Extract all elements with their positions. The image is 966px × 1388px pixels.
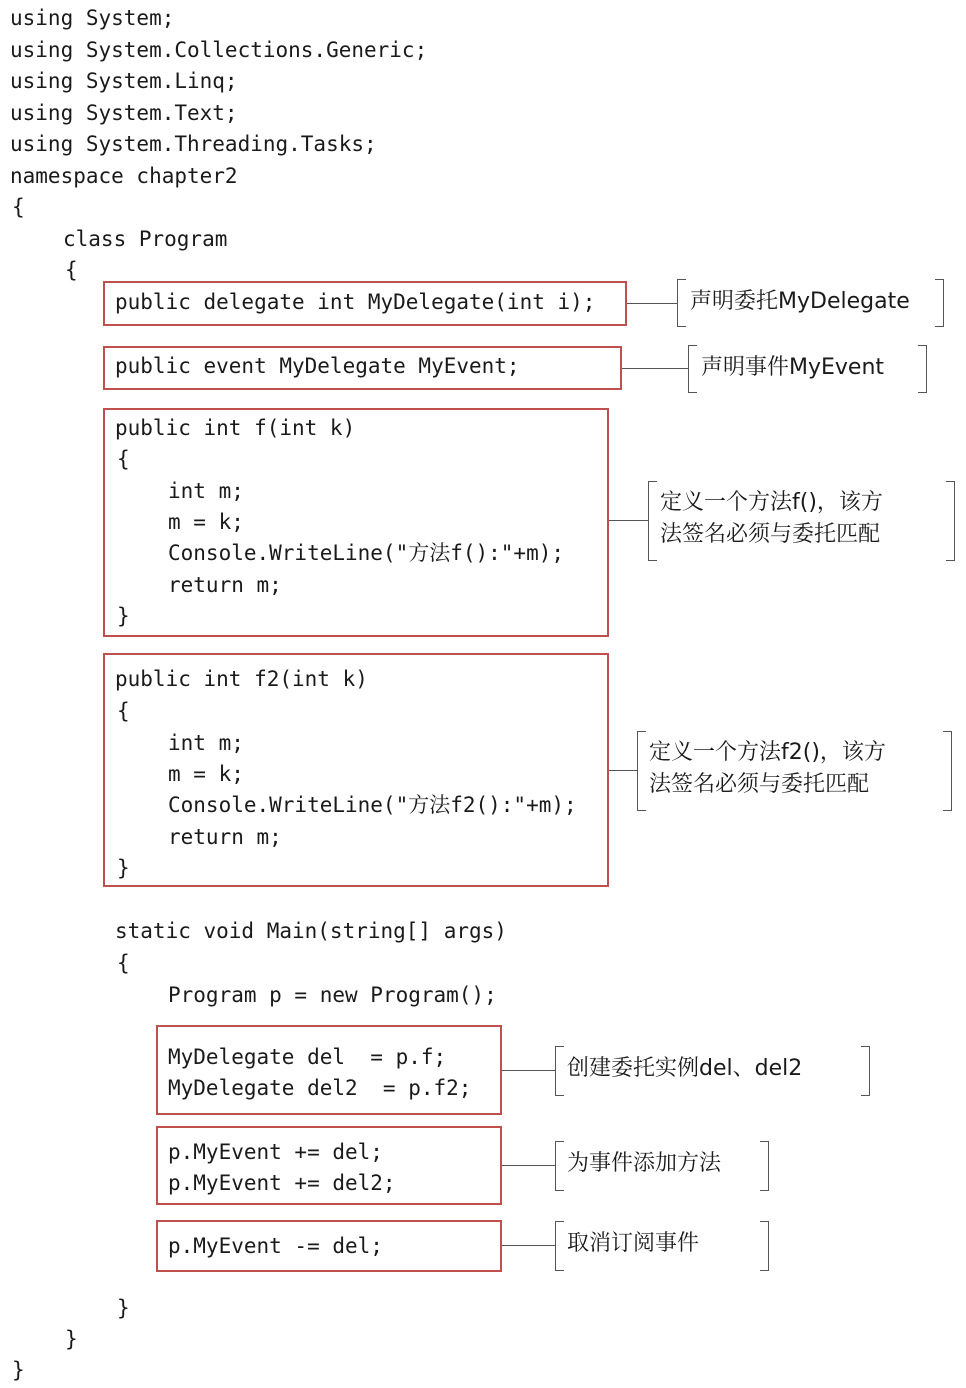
note-bracket-left <box>555 1221 564 1271</box>
code-line-f2-return: return m; <box>168 825 282 849</box>
note-text-line-2: 法签名必须与委托匹配 <box>660 522 881 547</box>
note-bracket-left <box>677 279 686 327</box>
note-text-line-1: 定义一个方法f2()，该方 <box>649 740 886 765</box>
connector-line <box>622 368 688 369</box>
note-text: 取消订阅事件 <box>567 1231 700 1256</box>
code-line-using-text: using System.Text; <box>10 101 238 125</box>
code-brace-f-open: { <box>117 447 130 471</box>
code-line-event: public event MyDelegate MyEvent; <box>115 354 520 378</box>
code-brace-f2-close: } <box>117 856 130 880</box>
note-add-methods-to-event <box>567 1148 721 1180</box>
code-brace-f2-open: { <box>117 699 130 723</box>
note-bracket-left <box>688 345 697 393</box>
connector-line <box>627 303 677 304</box>
code-brace-main-close: } <box>117 1296 130 1320</box>
code-brace-namespace-open: { <box>12 195 25 219</box>
code-line-f-signature: public int f(int k) <box>115 416 356 440</box>
note-bracket-right <box>760 1221 769 1271</box>
code-line-f-writeline: Console.WriteLine("方法f():"+m); <box>168 541 565 565</box>
note-bracket-right <box>760 1141 769 1191</box>
connector-line <box>502 1245 555 1246</box>
code-line-f2-signature: public int f2(int k) <box>115 667 368 691</box>
note-text: 创建委托实例del、del2 <box>567 1056 803 1081</box>
note-text-line-1: 定义一个方法f()，该方 <box>660 490 883 515</box>
code-line-f-return: return m; <box>168 573 282 597</box>
connector-line <box>502 1070 555 1071</box>
code-brace-namespace-close: } <box>12 1358 25 1382</box>
note-declare-event <box>701 352 884 384</box>
code-brace-f-close: } <box>117 604 130 628</box>
note-text: 为事件添加方法 <box>567 1151 722 1176</box>
code-line-f2-int: int m; <box>168 731 244 755</box>
code-line-using-linq: using System.Linq; <box>10 69 238 93</box>
code-line-remove-del: p.MyEvent -= del; <box>168 1234 383 1258</box>
code-brace-class-close: } <box>65 1327 78 1351</box>
note-bracket-left <box>637 731 646 811</box>
note-text: 声明委托MyDelegate <box>690 289 910 314</box>
code-line-delegate-del: MyDelegate del = p.f; <box>168 1045 447 1069</box>
note-bracket-left <box>555 1141 564 1191</box>
note-bracket-left <box>648 481 657 561</box>
code-line-f2-writeline: Console.WriteLine("方法f2():"+m); <box>168 793 577 817</box>
connector-line <box>609 520 648 521</box>
note-create-delegate-instances <box>567 1053 802 1085</box>
note-text: 声明事件MyEvent <box>701 355 885 380</box>
code-line-f-assign: m = k; <box>168 510 244 534</box>
code-line-f2-assign: m = k; <box>168 762 244 786</box>
code-line-new-program: Program p = new Program(); <box>168 983 497 1007</box>
code-line-add-del: p.MyEvent += del; <box>168 1140 383 1164</box>
code-brace-main-open: { <box>117 951 130 975</box>
code-line-main-signature: static void Main(string[] args) <box>115 919 507 943</box>
note-bracket-right <box>946 481 955 561</box>
code-brace-class-open: { <box>65 258 78 282</box>
connector-line <box>609 770 637 771</box>
note-bracket-right <box>918 345 927 393</box>
note-bracket-right <box>935 279 944 327</box>
code-line-f-int: int m; <box>168 479 244 503</box>
note-declare-delegate <box>690 286 910 318</box>
note-text-line-2: 法签名必须与委托匹配 <box>649 772 870 797</box>
note-bracket-left <box>555 1046 564 1096</box>
note-define-method-f <box>660 487 883 551</box>
code-line-using-collections: using System.Collections.Generic; <box>10 38 428 62</box>
code-line-using-system: using System; <box>10 6 175 30</box>
code-line-using-tasks: using System.Threading.Tasks; <box>10 132 377 156</box>
note-unsubscribe-event <box>567 1228 699 1260</box>
code-line-namespace: namespace chapter2 <box>10 164 238 188</box>
note-bracket-right <box>861 1046 870 1096</box>
code-line-delegate-del2: MyDelegate del2 = p.f2; <box>168 1076 472 1100</box>
note-bracket-right <box>943 731 952 811</box>
code-line-class: class Program <box>63 227 228 251</box>
code-line-add-del2: p.MyEvent += del2; <box>168 1171 396 1195</box>
connector-line <box>502 1165 555 1166</box>
note-define-method-f2 <box>649 737 886 801</box>
code-line-delegate: public delegate int MyDelegate(int i); <box>115 290 596 314</box>
